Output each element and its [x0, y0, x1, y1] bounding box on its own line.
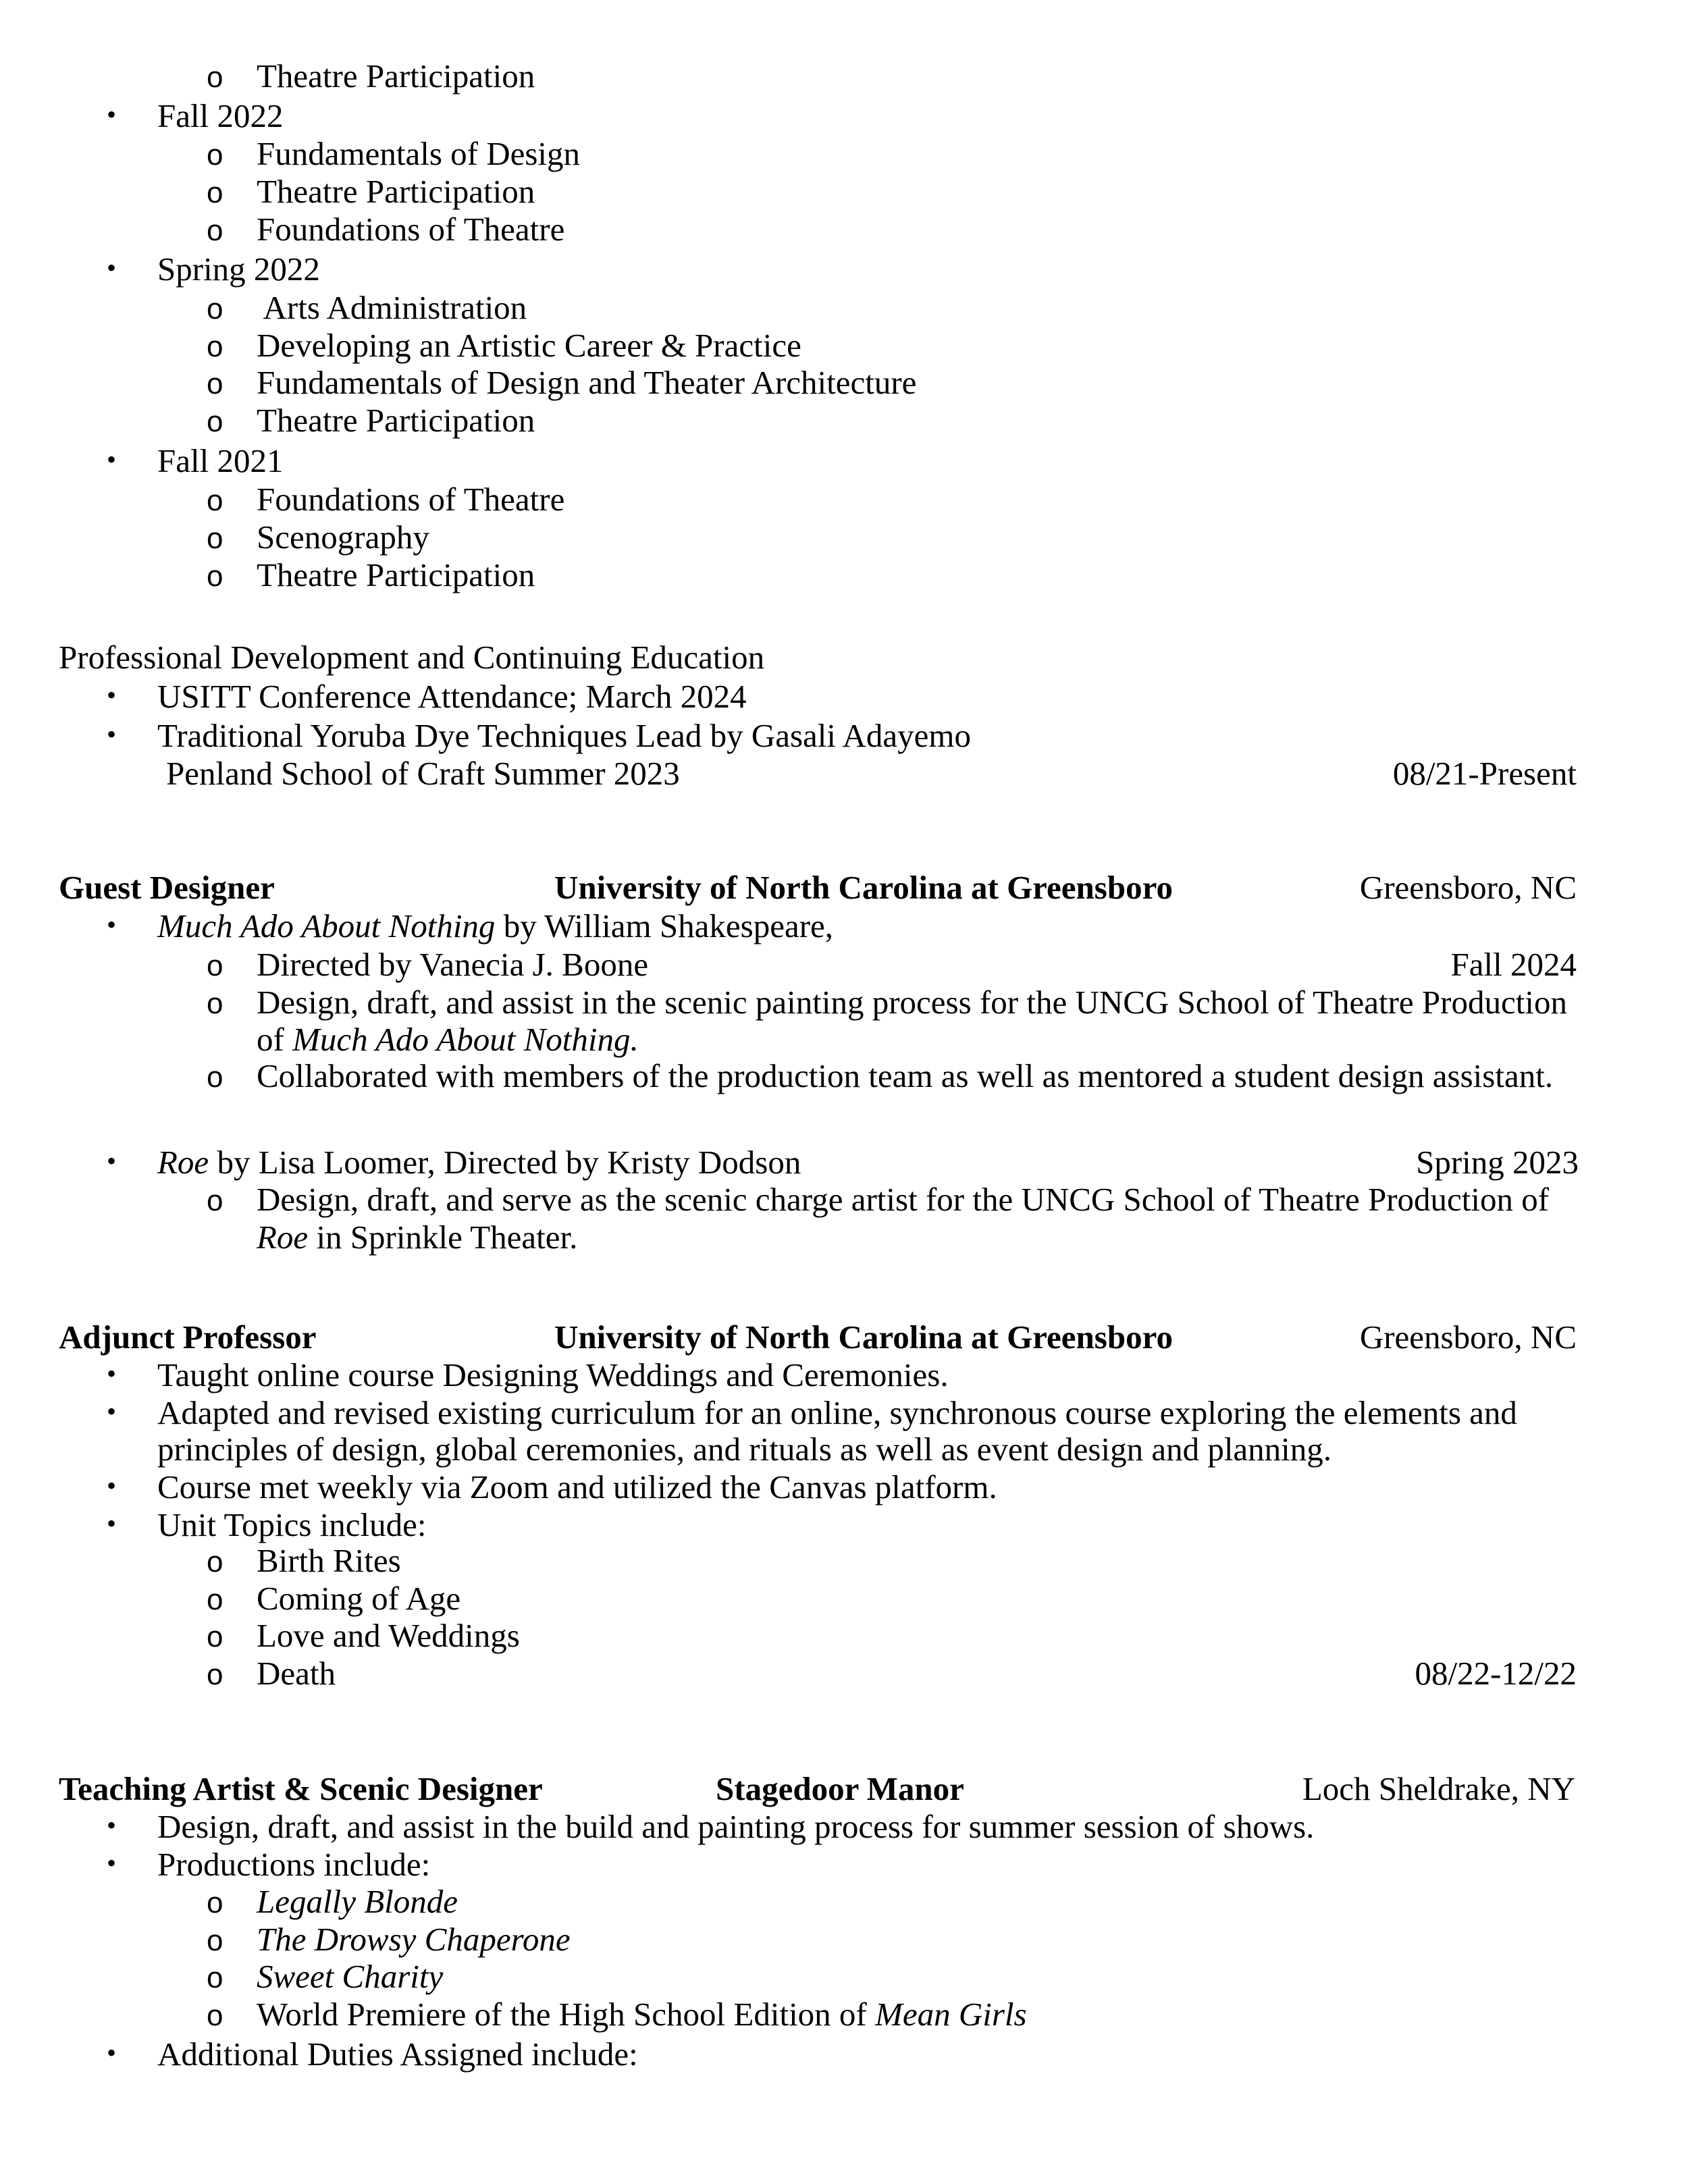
bullet-marker: • [107, 1358, 117, 1389]
sub-bullet-marker: o [207, 1924, 223, 1957]
duty-text: of [257, 1021, 293, 1058]
course-item: Theatre Participation [257, 57, 535, 95]
duty-line [257, 1023, 639, 1056]
course-item: Foundations of Theatre [257, 211, 565, 248]
location: Greensboro, NC [1359, 1319, 1577, 1356]
topic-item: Birth Rites [257, 1542, 401, 1579]
bullet-marker: • [107, 444, 117, 475]
bullet-marker: • [107, 680, 117, 710]
sub-bullet-marker: o [207, 1184, 223, 1217]
sub-bullet-marker: o [207, 292, 223, 325]
course-item: Theatre Participation [257, 402, 535, 439]
sub-bullet-marker: o [207, 987, 223, 1020]
duty-line [257, 1221, 577, 1254]
bullet-marker: • [107, 1810, 117, 1840]
list-item: Design, draft, and assist in the build and painting process for summer session of shows. [157, 1808, 1315, 1845]
production-entry [157, 909, 833, 942]
job-title: Guest Designer [59, 869, 275, 906]
date-range: 08/22-12/22 [1415, 1655, 1577, 1692]
sub-bullet-marker: o [207, 522, 223, 555]
sub-bullet-marker: o [207, 138, 223, 171]
bullet-marker: • [107, 719, 117, 749]
sub-bullet-marker: o [207, 1061, 223, 1094]
duty-line: Design, draft, and serve as the scenic charge artist for the UNCG School of Theatre Production of [257, 1181, 1550, 1218]
bullet-marker: • [107, 1470, 117, 1501]
production-credit: by Lisa Loomer, Directed by Kristy Dodson [209, 1144, 801, 1181]
date-range: 08/21-Present [1392, 755, 1577, 792]
premiere-text: World Premiere of the High School Edition of [257, 1996, 875, 2033]
bullet-marker: • [107, 909, 117, 940]
organization: University of North Carolina at Greensboro [554, 869, 1173, 906]
sub-bullet-marker: o [207, 484, 223, 517]
sub-bullet-marker: o [207, 405, 223, 438]
list-item-continuation: Penland School of Craft Summer 2023 [166, 755, 680, 792]
course-item: Developing an Artistic Career & Practice [257, 327, 801, 364]
sub-bullet-marker: o [207, 1999, 223, 2032]
sub-bullet-marker: o [207, 1961, 223, 1994]
topic-item: Love and Weddings [257, 1617, 520, 1654]
course-item: Theatre Participation [257, 556, 535, 593]
list-item: USITT Conference Attendance; March 2024 [157, 678, 747, 715]
list-item: Unit Topics include: [157, 1506, 427, 1543]
sub-bullet-marker: o [207, 330, 223, 363]
director-credit: Directed by Vanecia J. Boone [257, 946, 649, 983]
sub-bullet-marker: o [207, 1658, 223, 1691]
course-item: Fundamentals of Design [257, 135, 581, 172]
course-item: Theatre Participation [257, 173, 535, 210]
sub-bullet-marker: o [207, 949, 223, 982]
list-item: Course met weekly via Zoom and utilized the Canvas platform. [157, 1468, 997, 1506]
organization: Stagedoor Manor [716, 1770, 964, 1807]
production-title: Sweet Charity [257, 1958, 444, 1995]
term-label: Fall 2021 [157, 442, 284, 479]
production-title: Roe [157, 1144, 209, 1181]
topic-item: Coming of Age [257, 1580, 461, 1617]
topic-item: Death [257, 1655, 336, 1692]
duty-text: in Sprinkle Theater. [308, 1219, 578, 1256]
bullet-marker: • [107, 2037, 117, 2068]
sub-bullet-marker: o [207, 1886, 223, 1919]
course-item: Scenography [257, 518, 429, 556]
production-date: Spring 2023 [1416, 1144, 1579, 1181]
organization: University of North Carolina at Greensboro [554, 1319, 1173, 1356]
duty-line: Design, draft, and assist in the scenic painting process for the UNCG School of Theatre Production [257, 984, 1567, 1021]
sub-bullet-marker: o [207, 61, 223, 94]
production-title: Mean Girls [875, 1996, 1027, 2033]
production-entry [157, 1146, 801, 1179]
list-item: Taught online course Designing Weddings and Ceremonies. [157, 1356, 949, 1393]
production-title: Much Ado About Nothing. [292, 1021, 639, 1058]
term-label: Fall 2022 [157, 97, 284, 134]
sub-bullet-marker: o [207, 1583, 223, 1616]
production-date: Fall 2024 [1450, 946, 1577, 983]
bullet-marker: • [107, 1508, 117, 1539]
list-item: Traditional Yoruba Dye Techniques Lead by Gasali Adayemo [157, 717, 972, 754]
production-title: Much Ado About Nothing [157, 907, 496, 944]
list-item: Adapted and revised existing curriculum for an online, synchronous course exploring the elements and [157, 1394, 1517, 1431]
course-item: Arts Administration [257, 289, 527, 326]
sub-bullet-marker: o [207, 176, 223, 209]
production-title: The Drowsy Chaperone [257, 1921, 571, 1958]
section-heading: Professional Development and Continuing Education [59, 639, 765, 676]
bullet-marker: • [107, 1146, 117, 1176]
bullet-marker: • [107, 1396, 117, 1427]
production-title: Roe [257, 1219, 309, 1256]
sub-bullet-marker: o [207, 560, 223, 593]
location: Greensboro, NC [1359, 869, 1577, 906]
term-label: Spring 2022 [157, 250, 320, 288]
bullet-marker: • [107, 252, 117, 283]
job-title: Teaching Artist & Scenic Designer [59, 1770, 543, 1807]
bullet-marker: • [107, 99, 117, 130]
duty-line: Collaborated with members of the production team as well as mentored a student design assistant. [257, 1057, 1554, 1094]
list-item: Additional Duties Assigned include: [157, 2035, 638, 2073]
list-item-continuation: principles of design, global ceremonies, and rituals as well as event design and planning. [157, 1431, 1332, 1468]
sub-bullet-marker: o [207, 1545, 223, 1578]
sub-bullet-marker: o [207, 1620, 223, 1653]
course-item: Fundamentals of Design and Theater Architecture [257, 364, 917, 401]
production-entry [257, 1998, 1027, 2031]
production-credit: by William Shakespeare, [495, 907, 834, 944]
bullet-marker: • [107, 1848, 117, 1878]
location: Loch Sheldrake, NY [1302, 1770, 1575, 1807]
sub-bullet-marker: o [207, 214, 223, 247]
production-title: Legally Blonde [257, 1883, 458, 1920]
job-title: Adjunct Professor [59, 1319, 317, 1356]
list-item: Productions include: [157, 1846, 431, 1883]
course-item: Foundations of Theatre [257, 481, 565, 518]
sub-bullet-marker: o [207, 367, 223, 400]
